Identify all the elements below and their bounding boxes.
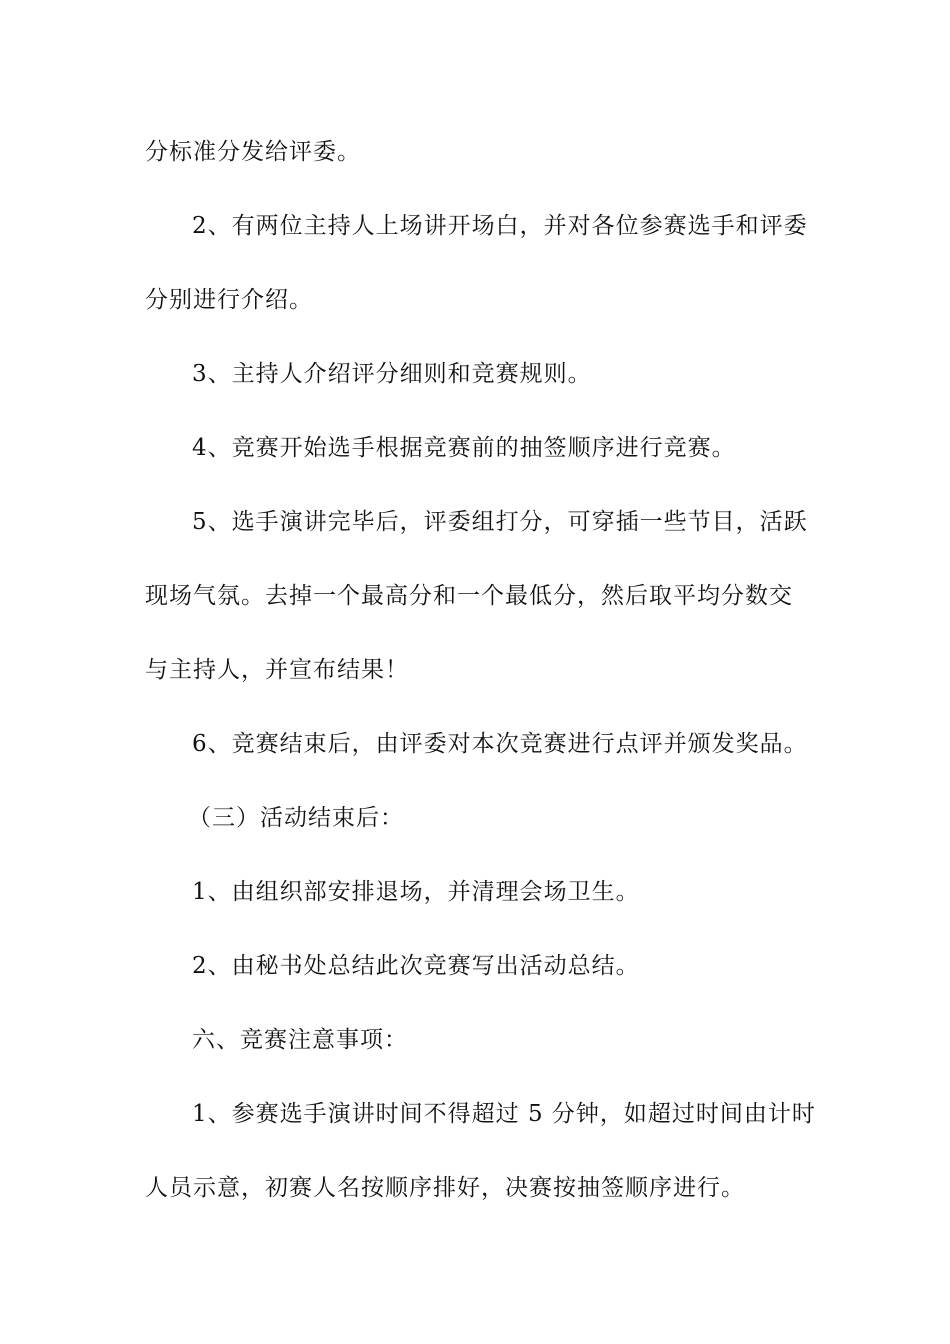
text-line: 3、主持人介绍评分细则和竞赛规则。	[192, 361, 592, 387]
section-heading: （三）活动结束后：	[188, 805, 404, 831]
text-line: 6、竞赛结束后，由评委对本次竞赛进行点评并颁发奖品。	[192, 731, 808, 757]
section-heading: 六、竞赛注意事项：	[192, 1027, 408, 1053]
text-line: 4、竞赛开始选手根据竞赛前的抽签顺序进行竞赛。	[192, 435, 736, 461]
text-line: 2、有两位主持人上场讲开场白，并对各位参赛选手和评委	[192, 213, 808, 239]
text-line: 1、参赛选手演讲时间不得超过 5 分钟，如超过时间由计时	[192, 1101, 816, 1127]
text-line: 1、由组织部安排退场，并清理会场卫生。	[192, 879, 640, 905]
text-line: 与主持人，并宣布结果！	[145, 657, 409, 683]
text-line: 分别进行介绍。	[145, 287, 313, 313]
text-line: 现场气氛。去掉一个最高分和一个最低分，然后取平均分数交	[145, 583, 793, 609]
text-line: 2、由秘书处总结此次竞赛写出活动总结。	[192, 953, 640, 979]
text-line: 5、选手演讲完毕后，评委组打分，可穿插一些节目，活跃	[192, 509, 808, 535]
text-line: 人员示意，初赛人名按顺序排好，决赛按抽签顺序进行。	[145, 1175, 745, 1201]
text-line: 分标准分发给评委。	[145, 139, 361, 165]
